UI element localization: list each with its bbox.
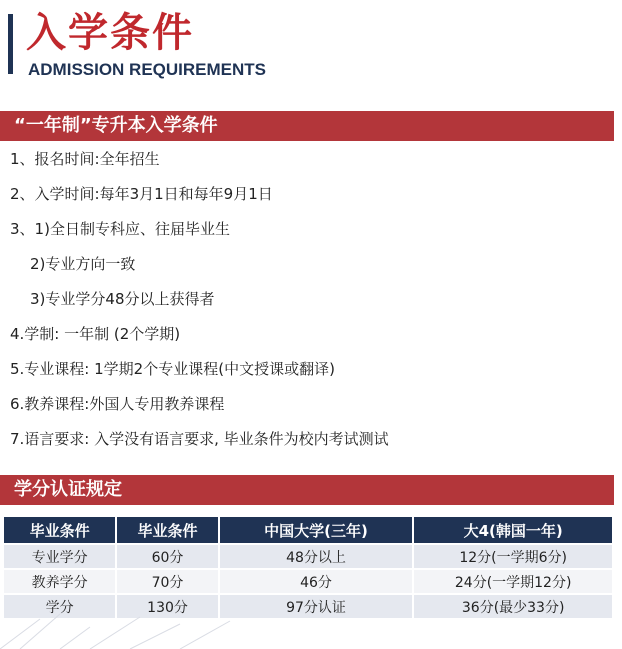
section-header-credits: 学分认证规定 [0,475,614,505]
table-cell: 130分 [117,595,217,618]
page-subtitle: ADMISSION REQUIREMENTS [28,60,267,79]
requirement-item: 2、入学时间:每年3月1日和每年9月1日 [10,185,273,203]
requirement-item: 7.语言要求: 入学没有语言要求, 毕业条件为校内考试测试 [10,430,389,448]
table-header-cell: 毕业条件 [117,517,217,543]
decorative-lines [0,609,300,649]
requirement-item: 1、报名时间:全年招生 [10,150,160,168]
requirement-item: 5.专业课程: 1学期2个专业课程(中文授课或翻译) [10,360,335,378]
table-cell: 70分 [117,570,217,593]
title-accent-bar [8,14,13,74]
table-row [4,570,612,593]
page-title: 入学条件 [26,10,194,56]
table-header-cell: 中国大学(三年) [220,517,413,543]
table-cell: 专业学分 [4,545,115,568]
requirement-item: 3、1)全日制专科应、往届毕业生 [10,220,230,238]
table-cell: 学分 [4,595,115,618]
requirement-subitem: 3)专业学分48分以上获得者 [30,290,215,308]
table-cell: 97分认证 [220,595,413,618]
table-cell: 46分 [220,570,413,593]
credit-table [2,515,614,620]
table-header-cell: 毕业条件 [4,517,115,543]
table-cell: 36分(最少33分) [414,595,612,618]
table-cell: 24分(一学期12分) [414,570,612,593]
table-header-cell: 大4(韩国一年) [414,517,612,543]
requirement-item: 6.教养课程:外国人专用教养课程 [10,395,225,413]
table-row [4,545,612,568]
table-cell: 教养学分 [4,570,115,593]
requirement-subitem: 2)专业方向一致 [30,255,136,273]
section-header-admission: “一年制”专升本入学条件 [0,111,614,141]
table-header-row [4,517,612,543]
table-cell: 12分(一学期6分) [414,545,612,568]
table-cell: 48分以上 [220,545,413,568]
requirement-item: 4.学制: 一年制 (2个学期) [10,325,181,343]
table-cell: 60分 [117,545,217,568]
